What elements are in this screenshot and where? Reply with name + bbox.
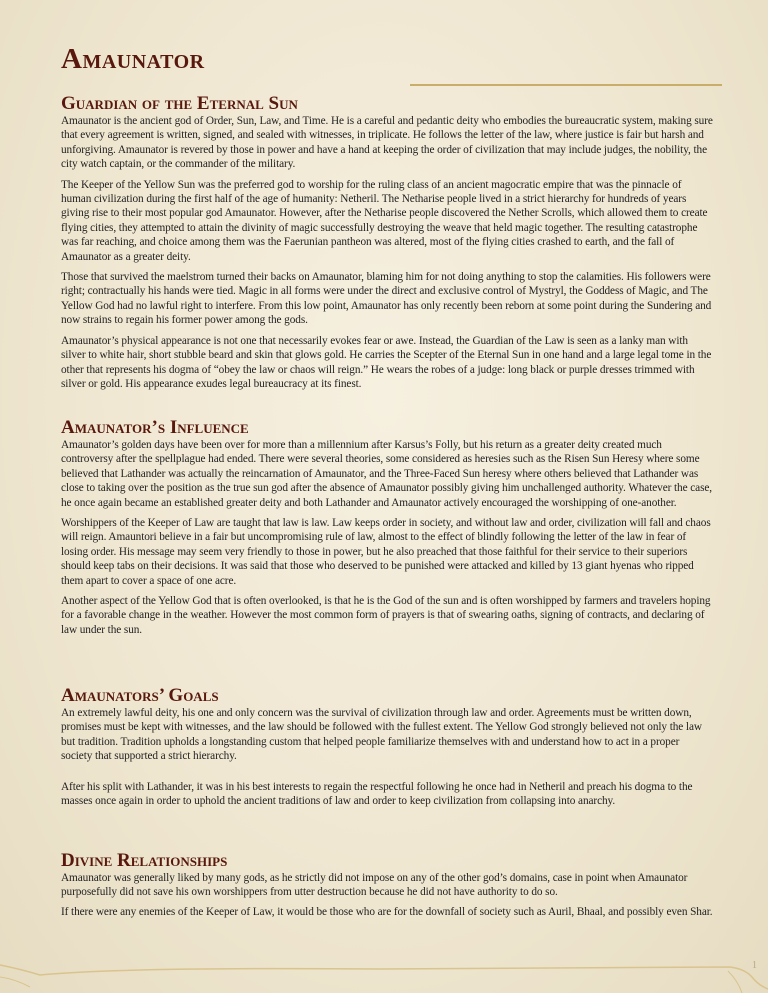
section-influence xyxy=(61,418,713,643)
page-title: Amaunator xyxy=(61,43,205,75)
paragraph: Another aspect of the Yellow God that is often overlooked, is that he is the God of the sun and is often worshipped by farmers and travelers hoping for a favorable change in the weather. However the most common form of prayers is that of swearing oaths, signing of contracts, and declaring of law under the sun. xyxy=(61,595,711,636)
paragraph: Amaunator’s physical appearance is not one that necessarily evokes fear or awe. Instead, the Guardian of the Law is seen as a lanky man with silver to white hair, short stubble beard and skin that glows gold. He carries the Scepter of the Eternal Sun in one hand and a large legal tome in the other that represents his dogma of “obey the law or chaos will reign.” He wears the robes of a judge: long black or purple dresses trimmed with silver or gold. His appearance exudes legal bureaucracy at its finest. xyxy=(61,334,712,390)
section-heading: Divine Relationships xyxy=(61,850,228,871)
paragraph: Amaunator was generally liked by many gods, as he strictly did not impose on any of the other god’s domains, case in point when Amaunator purposefully did not save his own worshippers from utter destruction because he did not have authority to do so. xyxy=(61,872,688,899)
section-goals xyxy=(61,686,713,814)
section-guardian xyxy=(61,94,713,397)
paragraph: Worshippers of the Keeper of Law are taught that law is law. Law keeps order in society, and without law and order, civilization will fall and chaos will reign. Amauntori believe in a fair but uncompromising rule of law, almost to the effect of blindly following the letter of the law in fear of losing order. His message may seem very friendly to those in power, but he also preached that those faithful for their service to their superiors should keep tabs on their decisions. It was said that those who deserved to be punished were attacked and killed by 13 giant hyenas who ripped them apart to cover a space of one acre. xyxy=(61,517,711,587)
paragraph: An extremely lawful deity, his one and only concern was the survival of civilization through law and order. Agreements must be written down, promises must be kept with witnesses, and the law should be followed with the fullest extent. The Yellow God strongly believed not only the law but tradition. Tradition upholds a longstanding custom that helped people familiarize themselves with and understand how to act in a proper society that supported a strict hierarchy. xyxy=(61,707,702,763)
paragraph: Amaunator is the ancient god of Order, Sun, Law, and Time. He is a careful and pedantic deity who embodies the bureaucratic system, making sure that every agreement is written, signed, and sealed with witnesses, in triplicate. He follows the letter of the law, where justice is fair but harsh and unforgiving. Amaunator is revered by those in power and have a hand at keeping the order of civilization that may include judges, the nobility, the city watch captain, or the commander of the military. xyxy=(61,115,713,171)
paragraph: Those that survived the maelstrom turned their backs on Amaunator, blaming him for not doing anything to stop the calamities. His followers were right; contractually his hands were tied. Magic in all forms were under the direct and exclusive control of Mystryl, the Goddess of Magic, and The Yellow God had no lawful right to interfere. From this low point, Amaunator has only recently been reborn at some point during the Sundering and now strains to regain his former power among the gods. xyxy=(61,271,712,327)
paragraph: The Keeper of the Yellow Sun was the preferred god to worship for the ruling class of an ancient magocratic empire that was the pinnacle of human civilization during the first half of the age of humanity: Netheril. The Netharise people lived in a strict hierarchy for hundreds of years giving rise to their most popular god Amaunator. However, after the Netharise people discovered the Nether Scrolls, which allowed them to create flying cities, they attempted to attain the divinity of magic successfully destroying the weave that held magic together. The resulting catastrophe was far reaching, and choice among them was the Faerunian pantheon was altered, most of the flying cities crashed to earth, and the fall of Amaunator as a greater deity. xyxy=(61,178,708,263)
title-divider xyxy=(410,84,722,86)
section-subtitle: Guardian of the Eternal Sun xyxy=(61,93,298,114)
paragraph: After his split with Lathander, it was in his best interests to regain the respectful following he once had in Netheril and preach his dogma to the masses once again in order to uphold the ancient traditions of law and order to keep civilization from collapsing into anarchy. xyxy=(61,780,693,808)
paragraph: Amaunator’s golden days have been over for more than a millennium after Karsus’s Folly, but his return as a greater deity created much controversy after the spellplague had ended. There were several theories, some considered as heresies such as the Risen Sun Heresy where some believed that Lathander was actually the reincarnation of Amaunator, and the Three-Faced Sun heresy where others believed that Lathander was close to taking over the position as the true sun god after the absence of Amaunator possibly giving him unchallenged authority. Whatever the case, he once again became an established greater deity and both Lathander and Amaunator actively encouraged the worshipping of one-another. xyxy=(61,439,713,509)
paragraph: If there were any enemies of the Keeper of Law, it would be those who are for the downfall of society such as Auril, Bhaal, and possibly even Shar. xyxy=(61,905,713,918)
section-heading: Amaunators’ Goals xyxy=(61,685,219,706)
page-number: 1 xyxy=(752,960,757,971)
section-relationships xyxy=(61,851,713,924)
footer-ornament xyxy=(0,955,768,993)
section-heading: Amaunator’s Influence xyxy=(61,417,249,438)
